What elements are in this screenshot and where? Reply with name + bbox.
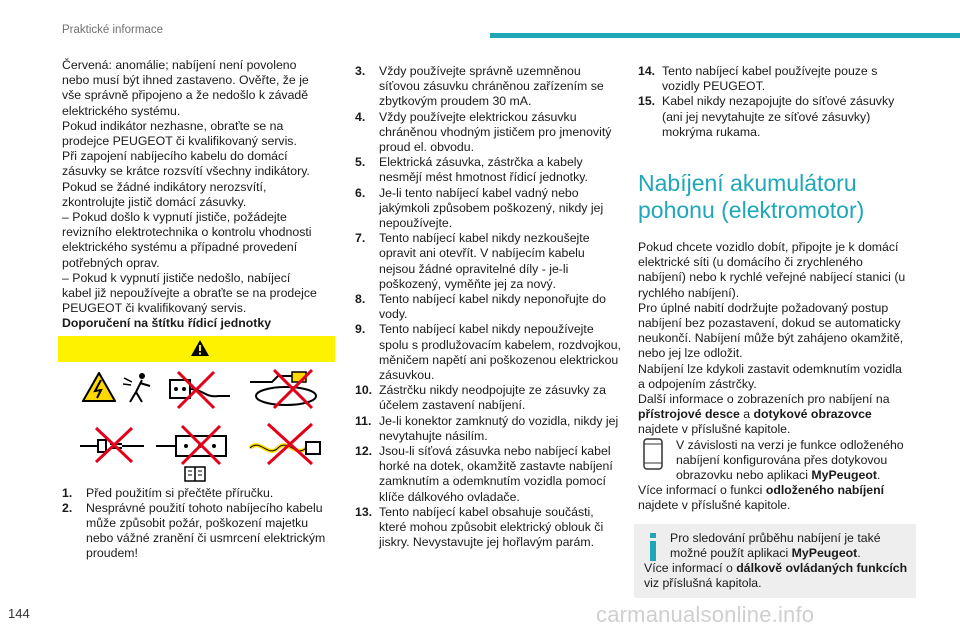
list-item (355, 322, 623, 383)
item-number: 4. (355, 109, 366, 124)
section-heading: Nabíjení akumulátoru pohonu (elektromotor) (638, 170, 865, 224)
list-item (355, 444, 623, 505)
item-number: 11. (355, 413, 372, 428)
multi-socket-cross-icon (154, 420, 240, 466)
warning-banner (58, 336, 335, 362)
list-item (355, 110, 623, 156)
item-number: 14. (638, 64, 656, 78)
text-line: Pokud se žádné indikátory nerozsvítí, (62, 179, 267, 194)
text-line: elektrického systému. (62, 103, 181, 118)
label-recommendations-heading: Doporučení na štítku řídicí jednotky (62, 316, 272, 331)
list-item (355, 155, 623, 185)
extension-cross-icon (78, 424, 148, 464)
paragraph: Nabíjení lze kdykoli zastavit odemknutím vozidla a odpojením zástrčky. (638, 361, 902, 391)
item-text: Je-li konektor zamknutý do vozidla, nikdy jej nevytahujte násilím. (379, 413, 619, 443)
item-number: 7. (355, 231, 366, 246)
list-item (62, 486, 332, 501)
item-number: 6. (355, 185, 366, 200)
item-number: 1. (62, 485, 73, 500)
label-pictograms (58, 362, 335, 474)
info-text: Pro sledování průběhu nabíjení je také možné použít aplikaci MyPeugeot. (670, 530, 881, 560)
text-line: – Pokud došlo k vypnutí jističe, požádejte (62, 210, 287, 225)
electric-shock-icon (82, 372, 116, 402)
item-number: 15. (638, 94, 656, 109)
socket-cross-icon (166, 370, 234, 410)
item-text: Tento nabíjecí kabel nikdy nepoužívejte spolu s prodlužovacím kabelem, rozdvojkou, měničem napětí ani poškozenou elektrickou zásuvkou. (379, 322, 621, 383)
paragraph: Pro úplné nabití dodržujte požadovaný postup nabíjení bez pozastavení, dokud se automaticky neukončí. Nabíjení může být zahájeno okamžitě, nebo jej lze odložit. (638, 300, 904, 361)
header-accent-bar (490, 33, 960, 38)
paragraph: Více informací o funkci odloženého nabíjení najdete v příslušné kapitole. (638, 483, 885, 513)
text-line: kabel již nepoužívejte a obraťte se na prodejce (62, 286, 317, 301)
column-3 (638, 64, 906, 598)
item-number: 5. (355, 155, 366, 170)
list-item (638, 64, 906, 94)
text-line: zkontrolujte jistič domácí zásuvky. (62, 194, 247, 209)
text-line: Při zapojení nabíjecího kabelu do domácí (62, 149, 288, 164)
item-text: Tento nabíjecí kabel nikdy neponořujte do vody. (379, 292, 606, 322)
text-line: vše správně připojeno a že nedošlo k závadě (62, 88, 309, 103)
text-line: Červená: anomálie; nabíjení není povoleno (62, 58, 297, 72)
item-text: Je-li tento nabíjecí kabel vadný nebo jakýmkoli způsobem poškozený, nikdy jej nepoužívejte. (379, 185, 604, 231)
pull-cable-cross-icon (246, 418, 330, 466)
item-text: Elektrická zásuvka, zástrčka a kabely nesmějí mést hmotnost řídicí jednotky. (379, 155, 588, 185)
info-icon (644, 533, 662, 561)
item-text: Nesprávné použití tohoto nabíjecího kabelu může způsobit požár, poškození majetku nebo vážné zranění či usmrcení elektrickým proudem! (86, 500, 326, 561)
text-line: elektrického systému a případné provedení (62, 240, 298, 255)
item-text: Tento nabíjecí kabel nikdy nezkoušejte opravit ani otevřít. V nabíjecím kabelu nejsou žádné opravitelné díly - je-li poškozený, vyměňte jej za nový. (379, 231, 590, 291)
water-plug-icon (244, 368, 324, 410)
watermark-logo: carmanualsonline.info (596, 602, 815, 627)
section-title: Praktické informace (62, 24, 163, 36)
column-2 (355, 64, 623, 551)
text-line: zásuvky se krátce rozsvítí všechny indikátory. (62, 164, 310, 179)
item-text: Kabel nikdy nezapojujte do síťové zásuvky (ani jej nevytahujte ze síťové zásuvky) mokrýma rukama. (662, 94, 895, 139)
list-item (638, 94, 906, 140)
item-text: Tento nabíjecí kabel obsahuje součásti, které mohou způsobit elektrický oblouk či jiskry. Nevystavujte jej hořlavým parám. (379, 504, 604, 550)
item-text: Před použitím si přečtěte příručku. (86, 485, 274, 500)
list-item (355, 231, 623, 292)
text-line: nebo musí být ihned zastaveno. Ověřte, že je (62, 73, 309, 88)
item-number: 13. (355, 504, 373, 519)
list-item (355, 186, 623, 232)
paragraph: Pokud chcete vozidlo dobít, připojte je k domácí elektrické síti (u domácího či zrychleného nabíjení) nebo k rychlé veřejné nabíjecí stanici (u rychlého nabíjení). (638, 240, 906, 300)
text-line: prodejce PEUGEOT či kvalifikovaný servis. (62, 134, 297, 149)
item-text: Vždy používejte správně uzemněnou síťovou zásuvku chráněnou zařízením se zbytkovým proudem 30 mA. (379, 64, 604, 109)
list-item (355, 64, 623, 110)
page-number: 144 (8, 606, 30, 621)
text-line: potřebných oprav. (62, 255, 160, 270)
item-text: Zástrčku nikdy neodpojujte ze zásuvky za účelem zastavení nabíjení. (379, 383, 606, 413)
text-line: – Pokud k vypnutí jističe nedošlo, nabíjecí (62, 270, 291, 285)
item-text: Tento nabíjecí kabel používejte pouze s vozidly PEUGEOT. (662, 64, 878, 94)
info-box (634, 524, 916, 599)
warning-triangle-icon (190, 339, 210, 357)
item-number: 2. (62, 500, 73, 515)
list-item (62, 501, 332, 562)
item-number: 9. (355, 322, 366, 337)
info-text: Více informací o dálkově ovládaných funkcích viz příslušná kapitola. (644, 561, 908, 591)
smartphone-icon (642, 438, 664, 470)
numbered-list (62, 486, 332, 562)
item-text: Vždy používejte elektrickou zásuvku chráněnou vhodným jističem pro jmenovitý proud el. obvodu. (379, 109, 612, 155)
list-item (355, 505, 623, 551)
paragraph: Další informace o zobrazeních pro nabíjení na přístrojové desce a dotykové obrazovce najdete v příslušné kapitole. (638, 392, 890, 437)
column-1 (62, 58, 332, 562)
item-number: 12. (355, 444, 373, 459)
item-text: Jsou-li síťová zásuvka nebo nabíjecí kabel horké na dotek, okamžitě zastavte nabíjení zamknutím a odemknutím vozidla pomocí klíče dálkového ovladače. (379, 444, 613, 504)
item-number: 3. (355, 64, 366, 78)
text-line: revizního elektrotechnika o kontrolu vhodnosti (62, 225, 312, 240)
text-line: Pokud indikátor nezhasne, obraťte se na (62, 118, 284, 133)
list-item (355, 292, 623, 322)
paragraph-with-icon: V závislosti na verzi je funkce odloženého nabíjení konfigurována přes dotykovou obrazovku nebo aplikaci MyPeugeot. (638, 438, 906, 484)
text-line: PEUGEOT či kvalifikovaný servis. (62, 301, 247, 316)
list-item (355, 383, 623, 413)
item-number: 10. (355, 383, 373, 398)
list-item (355, 414, 623, 444)
person-shock-icon (120, 370, 160, 406)
item-number: 8. (355, 292, 366, 307)
manual-book-icon (184, 466, 206, 482)
